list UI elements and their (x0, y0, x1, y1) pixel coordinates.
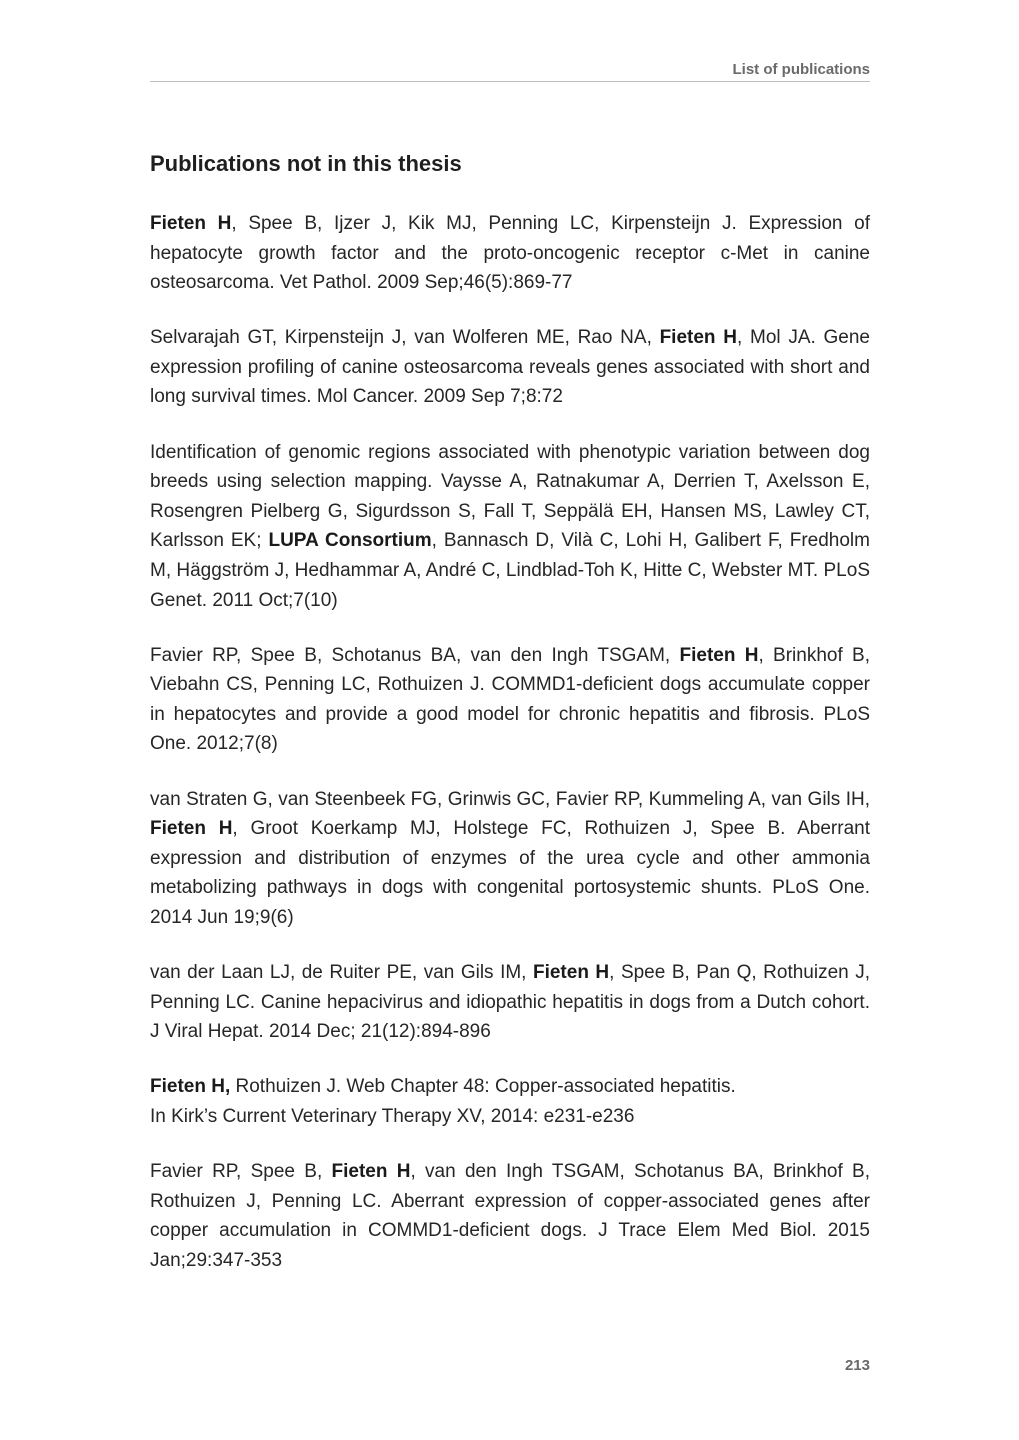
publication-text-second-line: In Kirk’s Current Veterinary Therapy XV, 2014: e231-e236 (150, 1105, 635, 1127)
publication-text-before: Selvarajah GT, Kirpensteijn J, van Wolferen ME, Rao NA, (150, 327, 660, 349)
publication-text-before: van der Laan LJ, de Ruiter PE, van Gils IM, (150, 961, 533, 983)
publication-entry (150, 438, 870, 616)
highlighted-author: Fieten H (679, 644, 759, 666)
publication-entry (150, 209, 870, 298)
publication-entry (150, 323, 870, 412)
page-number: 213 (844, 1357, 870, 1374)
highlighted-author: Fieten H, (150, 1076, 231, 1098)
publication-entry (150, 958, 870, 1047)
publication-entry (150, 1157, 870, 1275)
publication-text-after: , Brinkhof B, Viebahn CS, Penning LC, Rothuizen J. COMMD1-deficient dogs accumulate copper in hepatocytes and provide a good model for chronic hepatitis and fibrosis. PLoS One. 2012;7(8) (150, 644, 870, 755)
publication-text-after: , Mol JA. Gene expression profiling of canine osteosarcoma reveals genes associated with short and long survival times. Mol Cancer. 2009 Sep 7;8:72 (150, 327, 870, 408)
highlighted-author: Fieten H (532, 961, 610, 983)
publication-text-after: Rothuizen J. Web Chapter 48: Copper-associated hepatitis. (230, 1076, 736, 1098)
publication-entry (150, 785, 870, 933)
highlighted-author: Fieten H (331, 1160, 411, 1182)
publication-text-after: , van den Ingh TSGAM, Schotanus BA, Brinkhof B, Rothuizen J, Penning LC. Aberrant expression of copper-associated genes after copper accumulation in COMMD1-deficient dogs. J Trace Elem Med Biol. 2015 Jan;29:347-353 (150, 1160, 870, 1271)
highlighted-author: Fieten H (150, 213, 232, 234)
highlighted-consortium: LUPA Consortium (268, 530, 432, 552)
publication-text-after: , Groot Koerkamp MJ, Holstege FC, Rothuizen J, Spee B. Aberrant expression and distribution of enzymes of the urea cycle and other ammonia metabolizing pathways in dogs with congenital portosystemic shunts. PLoS One. 2014 Jun 19;9(6) (150, 818, 870, 928)
running-header: List of publications (732, 61, 870, 78)
publication-text-after: , Bannasch D, Vilà C, Lohi H, Galibert F, Fredholm M, Häggström J, Hedhammar A, André C, Lindblad-Toh K, Hitte C, Webster MT. PLoS Genet. 2011 Oct;7(10) (150, 530, 870, 611)
publication-text-after: , Spee B, Ijzer J, Kik MJ, Penning LC, Kirpensteijn J. Expression of hepatocyte growth factor and the proto-oncogenic receptor c-Met in canine osteosarcoma. Vet Pathol. 2009 Sep;46(5):869-77 (150, 213, 870, 294)
publication-text-before: van Straten G, van Steenbeek FG, Grinwis GC, Favier RP, Kummeling A, van Gils IH, (150, 788, 870, 810)
publication-text-before: Favier RP, Spee B, Schotanus BA, van den Ingh TSGAM, (150, 644, 680, 666)
header-divider (150, 81, 870, 82)
publication-entry (150, 1072, 870, 1131)
publication-list (150, 209, 870, 1301)
publication-entry (150, 641, 870, 759)
publication-text-after: , Spee B, Pan Q, Rothuizen J, Penning LC. Canine hepacivirus and idiopathic hepatitis in dogs from a Dutch cohort. J Viral Hepat. 2014 Dec; 21(12):894-896 (150, 961, 870, 1043)
publication-text-before: Identification of genomic regions associated with phenotypic variation between dog breeds using selection mapping. Vaysse A, Ratnakumar A, Derrien T, Axelsson E, Rosengren Pielberg G, Sigurdsson S, Fall T, Seppälä EH, Hansen MS, Lawley CT, Karlsson EK; (150, 441, 870, 552)
highlighted-author: Fieten H (659, 327, 737, 349)
publication-text-before: Favier RP, Spee B, (150, 1160, 332, 1182)
section-title: Publications not in this thesis (150, 151, 462, 176)
highlighted-author: Fieten H (150, 818, 233, 840)
